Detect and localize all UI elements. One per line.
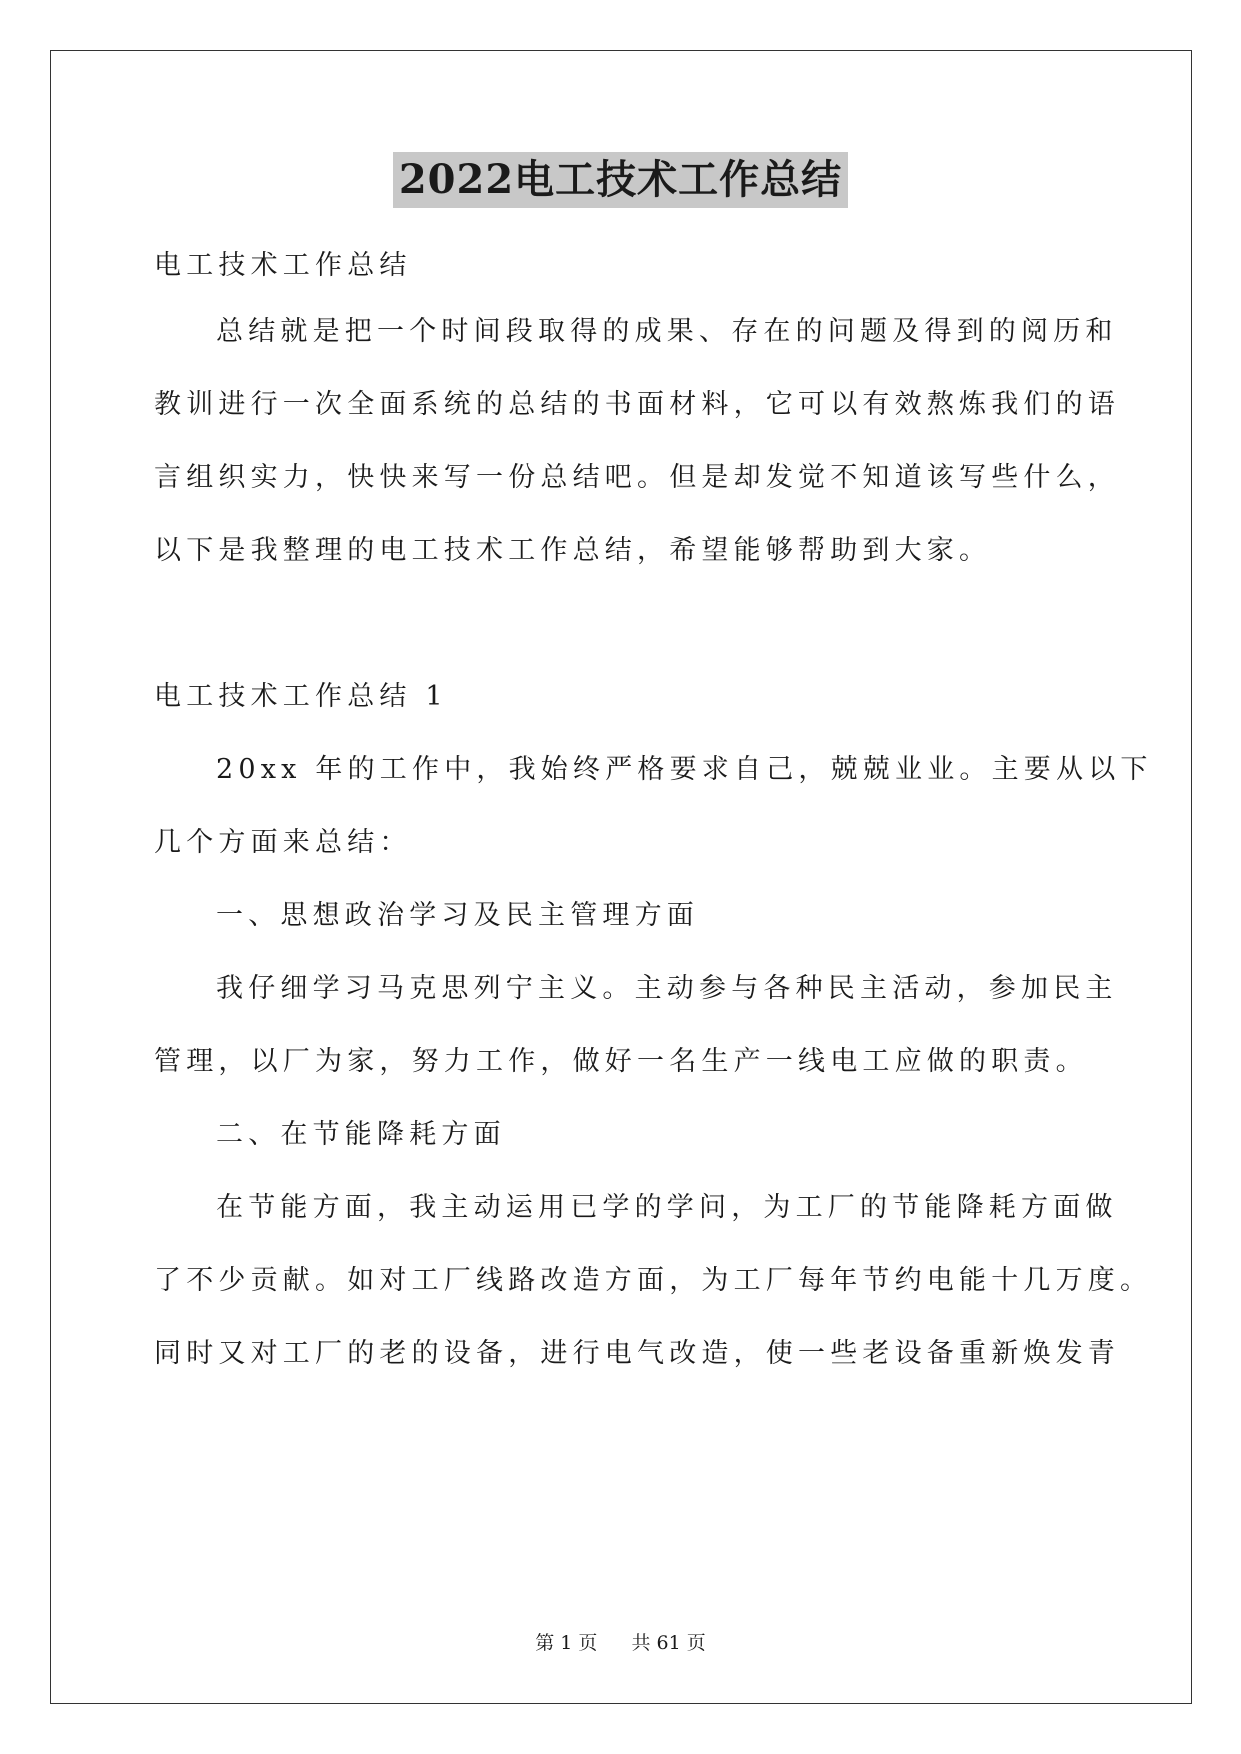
paragraph-line: 我仔细学习马克思列宁主义。主动参与各种民主活动，参加民主: [216, 973, 1118, 1004]
paragraph-line: 几个方面来总结：: [154, 827, 412, 858]
section-heading: 电工技术工作总结 1: [154, 681, 448, 712]
paragraph-line: 在节能方面，我主动运用已学的学问，为工厂的节能降耗方面做: [216, 1192, 1118, 1223]
title-container: [0, 152, 1241, 208]
section-heading: 电工技术工作总结: [154, 250, 412, 281]
page-footer: [0, 1630, 1241, 1656]
paragraph-line: 了不少贡献。如对工厂线路改造方面，为工厂每年节约电能十几万度。: [154, 1265, 1153, 1296]
page-border: [50, 50, 1192, 1704]
subsection-heading: 一、思想政治学习及民主管理方面: [216, 900, 699, 931]
subsection-heading: 二、在节能降耗方面: [216, 1119, 506, 1150]
paragraph-line: 言组织实力，快快来写一份总结吧。但是却发觉不知道该写些什么，: [154, 462, 1120, 493]
paragraph-line: 教训进行一次全面系统的总结的书面材料，它可以有效熬炼我们的语: [154, 389, 1120, 420]
page-total: 共 61 页: [631, 1632, 706, 1654]
page-number: 第 1 页: [535, 1632, 598, 1654]
paragraph-line: 管理，以厂为家，努力工作，做好一名生产一线电工应做的职责。: [154, 1046, 1088, 1077]
paragraph-line: 20xx 年的工作中，我始终严格要求自己，兢兢业业。主要从以下: [216, 754, 1153, 785]
document-title: 2022电工技术工作总结: [393, 152, 848, 208]
paragraph-line: 同时又对工厂的老的设备，进行电气改造，使一些老设备重新焕发青: [154, 1338, 1120, 1369]
paragraph-line: 总结就是把一个时间段取得的成果、存在的问题及得到的阅历和: [216, 316, 1118, 347]
paragraph-line: 以下是我整理的电工技术工作总结，希望能够帮助到大家。: [154, 535, 992, 566]
